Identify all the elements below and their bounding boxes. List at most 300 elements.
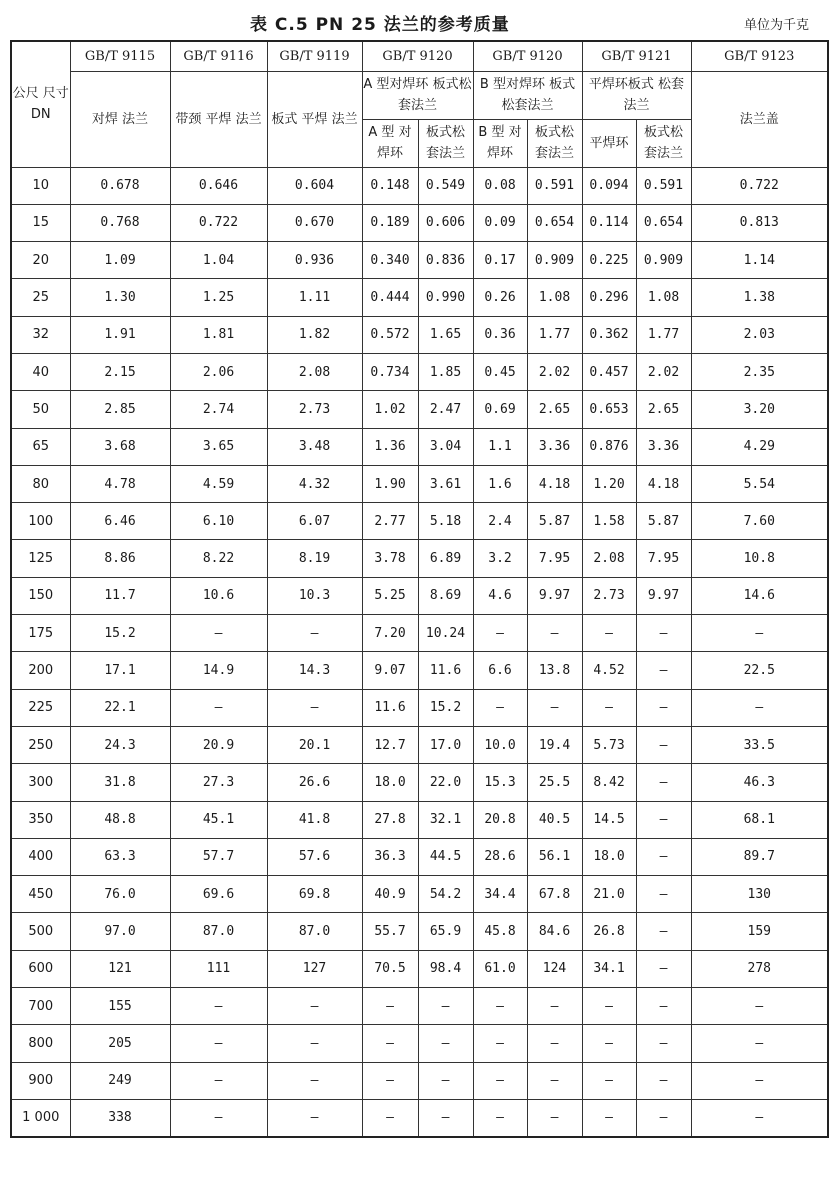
type-hubbed-slip-on: 带颈 平焊 法兰 [170,71,267,167]
mass-cell: 1.81 [170,316,267,353]
dn-cell: 500 [11,913,70,950]
mass-cell: 121 [70,950,170,987]
mass-cell: — [267,988,362,1025]
mass-cell: — [527,1062,582,1099]
mass-cell: 0.296 [582,279,636,316]
mass-cell: 130 [691,876,828,913]
mass-cell: 63.3 [70,838,170,875]
mass-cell: — [473,1099,527,1136]
mass-cell: 2.77 [362,503,418,540]
mass-cell: 0.722 [170,204,267,241]
mass-cell: — [636,913,691,950]
mass-cell: 6.6 [473,652,527,689]
table-row [11,988,828,1025]
mass-cell: 3.65 [170,428,267,465]
dn-cell: 25 [11,279,70,316]
mass-cell: 249 [70,1062,170,1099]
dn-cell: 150 [11,577,70,614]
mass-cell: 1.11 [267,279,362,316]
mass-cell: 22.5 [691,652,828,689]
mass-cell: 69.6 [170,876,267,913]
mass-cell: 2.65 [636,391,691,428]
mass-cell: 4.52 [582,652,636,689]
table-caption [0,8,839,34]
mass-cell: 1.6 [473,465,527,502]
mass-cell: 205 [70,1025,170,1062]
mass-cell: 76.0 [70,876,170,913]
type-flat-ring-group: 平焊环板式 松套法兰 [582,71,691,119]
mass-cell: — [527,1025,582,1062]
mass-cell: 1.08 [636,279,691,316]
mass-cell: — [582,1062,636,1099]
table-row [11,279,828,316]
dn-cell: 32 [11,316,70,353]
dn-cell: 15 [11,204,70,241]
mass-cell: 15.2 [418,689,473,726]
mass-cell: 40.5 [527,801,582,838]
mass-cell: 12.7 [362,726,418,763]
mass-cell: 4.59 [170,465,267,502]
mass-cell: — [636,764,691,801]
mass-cell: 67.8 [527,876,582,913]
dn-cell: 900 [11,1062,70,1099]
mass-cell: 1.30 [70,279,170,316]
mass-cell: 11.6 [362,689,418,726]
mass-cell: — [582,1025,636,1062]
mass-cell: 57.7 [170,838,267,875]
mass-cell: 2.65 [527,391,582,428]
dn-cell: 250 [11,726,70,763]
sub-flat-loose: 板式松 套法兰 [636,119,691,167]
mass-cell: 2.02 [636,353,691,390]
table-row [11,540,828,577]
mass-cell: 2.03 [691,316,828,353]
std-header-9123: GB/T 9123 [691,41,828,71]
mass-cell: 0.936 [267,242,362,279]
mass-cell: 0.876 [582,428,636,465]
mass-cell: — [636,1099,691,1136]
mass-cell: 22.1 [70,689,170,726]
mass-cell: 3.48 [267,428,362,465]
mass-cell: 0.362 [582,316,636,353]
table-row [11,428,828,465]
mass-cell: 0.36 [473,316,527,353]
mass-cell: 0.225 [582,242,636,279]
mass-cell: 25.5 [527,764,582,801]
mass-cell: 2.02 [527,353,582,390]
std-header-9116: GB/T 9116 [170,41,267,71]
mass-cell: 155 [70,988,170,1025]
mass-cell: 32.1 [418,801,473,838]
mass-cell: — [691,615,828,652]
mass-cell: 1.09 [70,242,170,279]
mass-cell: — [527,1099,582,1136]
mass-cell: 2.35 [691,353,828,390]
sub-b-loose: 板式松 套法兰 [527,119,582,167]
mass-cell: 10.6 [170,577,267,614]
mass-cell: 21.0 [582,876,636,913]
mass-cell: 2.4 [473,503,527,540]
mass-cell: 1.85 [418,353,473,390]
mass-cell: 0.646 [170,167,267,204]
mass-cell: 28.6 [473,838,527,875]
mass-cell: 0.606 [418,204,473,241]
mass-cell: 0.572 [362,316,418,353]
mass-cell: 26.6 [267,764,362,801]
mass-cell: — [582,988,636,1025]
mass-cell: 2.74 [170,391,267,428]
mass-cell: 8.22 [170,540,267,577]
sub-b-ring: B 型 对焊环 [473,119,527,167]
mass-cell: 1.04 [170,242,267,279]
mass-cell: — [636,876,691,913]
mass-cell: 84.6 [527,913,582,950]
mass-cell: 7.95 [527,540,582,577]
mass-cell: 54.2 [418,876,473,913]
mass-cell: 1.90 [362,465,418,502]
dn-cell: 1 000 [11,1099,70,1136]
mass-cell: — [170,1025,267,1062]
mass-cell: 3.36 [527,428,582,465]
mass-cell: 8.19 [267,540,362,577]
mass-cell: 6.89 [418,540,473,577]
mass-cell: — [636,801,691,838]
mass-cell: 0.670 [267,204,362,241]
mass-cell: — [418,1099,473,1136]
unit-label: 单位为千克 [743,18,809,33]
mass-cell: — [527,689,582,726]
mass-cell: 9.07 [362,652,418,689]
mass-cell: — [418,1062,473,1099]
mass-cell: 5.73 [582,726,636,763]
mass-cell: — [582,689,636,726]
mass-cell: 0.549 [418,167,473,204]
mass-cell: 0.604 [267,167,362,204]
mass-cell: 5.87 [636,503,691,540]
mass-cell: 15.3 [473,764,527,801]
dn-cell: 20 [11,242,70,279]
mass-cell: — [267,615,362,652]
mass-cell: 2.06 [170,353,267,390]
mass-cell: — [170,615,267,652]
mass-cell: 41.8 [267,801,362,838]
mass-cell: 5.87 [527,503,582,540]
mass-cell: 0.69 [473,391,527,428]
mass-cell: 1.08 [527,279,582,316]
mass-cell: — [473,1062,527,1099]
table-row [11,577,828,614]
type-b-group: B 型对焊环 板式松套法兰 [473,71,582,119]
mass-cell: 68.1 [691,801,828,838]
mass-cell: 1.77 [636,316,691,353]
mass-cell: 0.340 [362,242,418,279]
dn-cell: 80 [11,465,70,502]
mass-cell: 111 [170,950,267,987]
mass-cell: 124 [527,950,582,987]
dn-cell: 65 [11,428,70,465]
mass-cell: 3.61 [418,465,473,502]
mass-cell: 0.09 [473,204,527,241]
mass-cell: 19.4 [527,726,582,763]
mass-cell: — [636,615,691,652]
mass-cell: — [636,838,691,875]
mass-cell: 2.73 [267,391,362,428]
mass-cell: 55.7 [362,913,418,950]
mass-cell: — [582,615,636,652]
sub-a-ring: A 型 对焊环 [362,119,418,167]
mass-cell: — [170,689,267,726]
mass-cell: 11.7 [70,577,170,614]
mass-cell: 0.26 [473,279,527,316]
table-row [11,1025,828,1062]
mass-cell: 0.591 [636,167,691,204]
dn-cell: 225 [11,689,70,726]
table-row [11,652,828,689]
dn-cell: 40 [11,353,70,390]
dn-cell: 600 [11,950,70,987]
mass-cell: 18.0 [362,764,418,801]
mass-cell: 6.07 [267,503,362,540]
mass-cell: 0.17 [473,242,527,279]
mass-cell: — [418,1025,473,1062]
table-row [11,316,828,353]
mass-cell: 10.3 [267,577,362,614]
mass-cell: 36.3 [362,838,418,875]
mass-cell: 40.9 [362,876,418,913]
dn-header: 公尺 尺寸 DN [11,41,70,167]
mass-cell: 0.444 [362,279,418,316]
table-row [11,615,828,652]
mass-cell: 4.18 [636,465,691,502]
mass-cell: 24.3 [70,726,170,763]
mass-cell: 13.8 [527,652,582,689]
dn-cell: 175 [11,615,70,652]
mass-cell: 2.47 [418,391,473,428]
mass-cell: 20.9 [170,726,267,763]
type-a-group: A 型对焊环 板式松套法兰 [362,71,473,119]
mass-cell: 34.1 [582,950,636,987]
table-row [11,1099,828,1136]
mass-cell: 46.3 [691,764,828,801]
dn-cell: 200 [11,652,70,689]
mass-cell: 45.8 [473,913,527,950]
type-plate-slip-on: 板式 平焊 法兰 [267,71,362,167]
mass-cell: 8.42 [582,764,636,801]
mass-cell: 1.14 [691,242,828,279]
mass-cell: 15.2 [70,615,170,652]
mass-cell: 17.0 [418,726,473,763]
dn-cell: 400 [11,838,70,875]
table-row [11,913,828,950]
dn-cell: 800 [11,1025,70,1062]
table-row [11,242,828,279]
mass-cell: 56.1 [527,838,582,875]
mass-cell: 27.3 [170,764,267,801]
mass-cell: 87.0 [267,913,362,950]
mass-cell: 9.97 [527,577,582,614]
mass-cell: 4.32 [267,465,362,502]
mass-cell: 18.0 [582,838,636,875]
mass-cell: 0.654 [527,204,582,241]
mass-cell: 14.6 [691,577,828,614]
mass-cell: 31.8 [70,764,170,801]
mass-cell: 0.734 [362,353,418,390]
mass-cell: 4.6 [473,577,527,614]
mass-cell: 65.9 [418,913,473,950]
mass-cell: 5.54 [691,465,828,502]
mass-cell: 27.8 [362,801,418,838]
flange-mass-table [10,40,829,1138]
mass-cell: 11.6 [418,652,473,689]
table-header [11,41,828,167]
table-row [11,764,828,801]
mass-cell: — [267,1099,362,1136]
mass-cell: 0.08 [473,167,527,204]
mass-cell: 10.0 [473,726,527,763]
mass-cell: 1.36 [362,428,418,465]
mass-cell: — [473,1025,527,1062]
dn-cell: 350 [11,801,70,838]
mass-cell: 7.95 [636,540,691,577]
sub-a-loose: 板式松 套法兰 [418,119,473,167]
mass-cell: 17.1 [70,652,170,689]
mass-cell: 0.114 [582,204,636,241]
mass-cell: — [267,1025,362,1062]
mass-cell: 69.8 [267,876,362,913]
mass-cell: 89.7 [691,838,828,875]
mass-cell: 22.0 [418,764,473,801]
mass-cell: 57.6 [267,838,362,875]
table-row [11,726,828,763]
mass-cell: 0.653 [582,391,636,428]
mass-cell: 0.768 [70,204,170,241]
mass-cell: 33.5 [691,726,828,763]
mass-cell: 1.02 [362,391,418,428]
dn-cell: 50 [11,391,70,428]
mass-cell: — [636,950,691,987]
mass-cell: 20.8 [473,801,527,838]
mass-cell: — [636,988,691,1025]
mass-cell: 0.591 [527,167,582,204]
mass-cell: 34.4 [473,876,527,913]
mass-cell: 1.58 [582,503,636,540]
table-row [11,689,828,726]
table-row [11,838,828,875]
mass-cell: — [170,988,267,1025]
mass-cell: 10.8 [691,540,828,577]
mass-cell: 61.0 [473,950,527,987]
mass-cell: 48.8 [70,801,170,838]
mass-cell: — [362,1025,418,1062]
dn-cell: 125 [11,540,70,577]
mass-cell: 14.5 [582,801,636,838]
mass-cell: 70.5 [362,950,418,987]
table-row [11,1062,828,1099]
mass-cell: 97.0 [70,913,170,950]
mass-cell: — [418,988,473,1025]
mass-cell: 0.836 [418,242,473,279]
mass-cell: 1.91 [70,316,170,353]
mass-cell: — [636,1025,691,1062]
mass-cell: 1.25 [170,279,267,316]
table-row [11,950,828,987]
mass-cell: 1.20 [582,465,636,502]
mass-cell: 338 [70,1099,170,1136]
std-header-9120-a: GB/T 9120 [362,41,473,71]
mass-cell: 3.78 [362,540,418,577]
mass-cell: 0.654 [636,204,691,241]
mass-cell: 0.678 [70,167,170,204]
mass-cell: — [362,1062,418,1099]
mass-cell: 1.77 [527,316,582,353]
mass-cell: 0.148 [362,167,418,204]
mass-cell: 1.1 [473,428,527,465]
table-title: 表 C.5 PN 25 法兰的参考质量 [250,15,510,35]
mass-cell: 0.909 [527,242,582,279]
std-header-9120-b: GB/T 9120 [473,41,582,71]
mass-cell: 7.20 [362,615,418,652]
mass-cell: 2.08 [582,540,636,577]
type-blind: 法兰盖 [691,71,828,167]
mass-cell: — [267,689,362,726]
mass-cell: — [636,689,691,726]
mass-cell: 10.24 [418,615,473,652]
mass-cell: 0.909 [636,242,691,279]
mass-cell: 20.1 [267,726,362,763]
mass-cell: 2.08 [267,353,362,390]
mass-cell: 8.86 [70,540,170,577]
mass-cell: 4.18 [527,465,582,502]
dn-cell: 10 [11,167,70,204]
mass-cell: 0.457 [582,353,636,390]
dn-cell: 700 [11,988,70,1025]
mass-cell: 2.73 [582,577,636,614]
dn-cell: 450 [11,876,70,913]
mass-cell: 5.18 [418,503,473,540]
mass-cell: 3.68 [70,428,170,465]
mass-cell: 3.2 [473,540,527,577]
mass-cell: — [170,1099,267,1136]
mass-cell: 3.04 [418,428,473,465]
table-row [11,353,828,390]
mass-cell: 1.82 [267,316,362,353]
sub-flat-ring: 平焊环 [582,119,636,167]
std-header-9119: GB/T 9119 [267,41,362,71]
mass-cell: 0.094 [582,167,636,204]
mass-cell: 5.25 [362,577,418,614]
table-row [11,204,828,241]
mass-cell: 9.97 [636,577,691,614]
table-row [11,503,828,540]
table-row [11,391,828,428]
mass-cell: — [691,1099,828,1136]
mass-cell: — [636,652,691,689]
mass-cell: — [473,615,527,652]
mass-cell: 1.38 [691,279,828,316]
mass-cell: — [636,726,691,763]
mass-cell: 0.189 [362,204,418,241]
mass-cell: 45.1 [170,801,267,838]
mass-cell: 278 [691,950,828,987]
mass-cell: 4.78 [70,465,170,502]
mass-cell: 87.0 [170,913,267,950]
mass-cell: 0.45 [473,353,527,390]
mass-cell: — [362,988,418,1025]
mass-cell: 2.85 [70,391,170,428]
type-weld-neck: 对焊 法兰 [70,71,170,167]
mass-cell: 44.5 [418,838,473,875]
mass-cell: — [691,689,828,726]
